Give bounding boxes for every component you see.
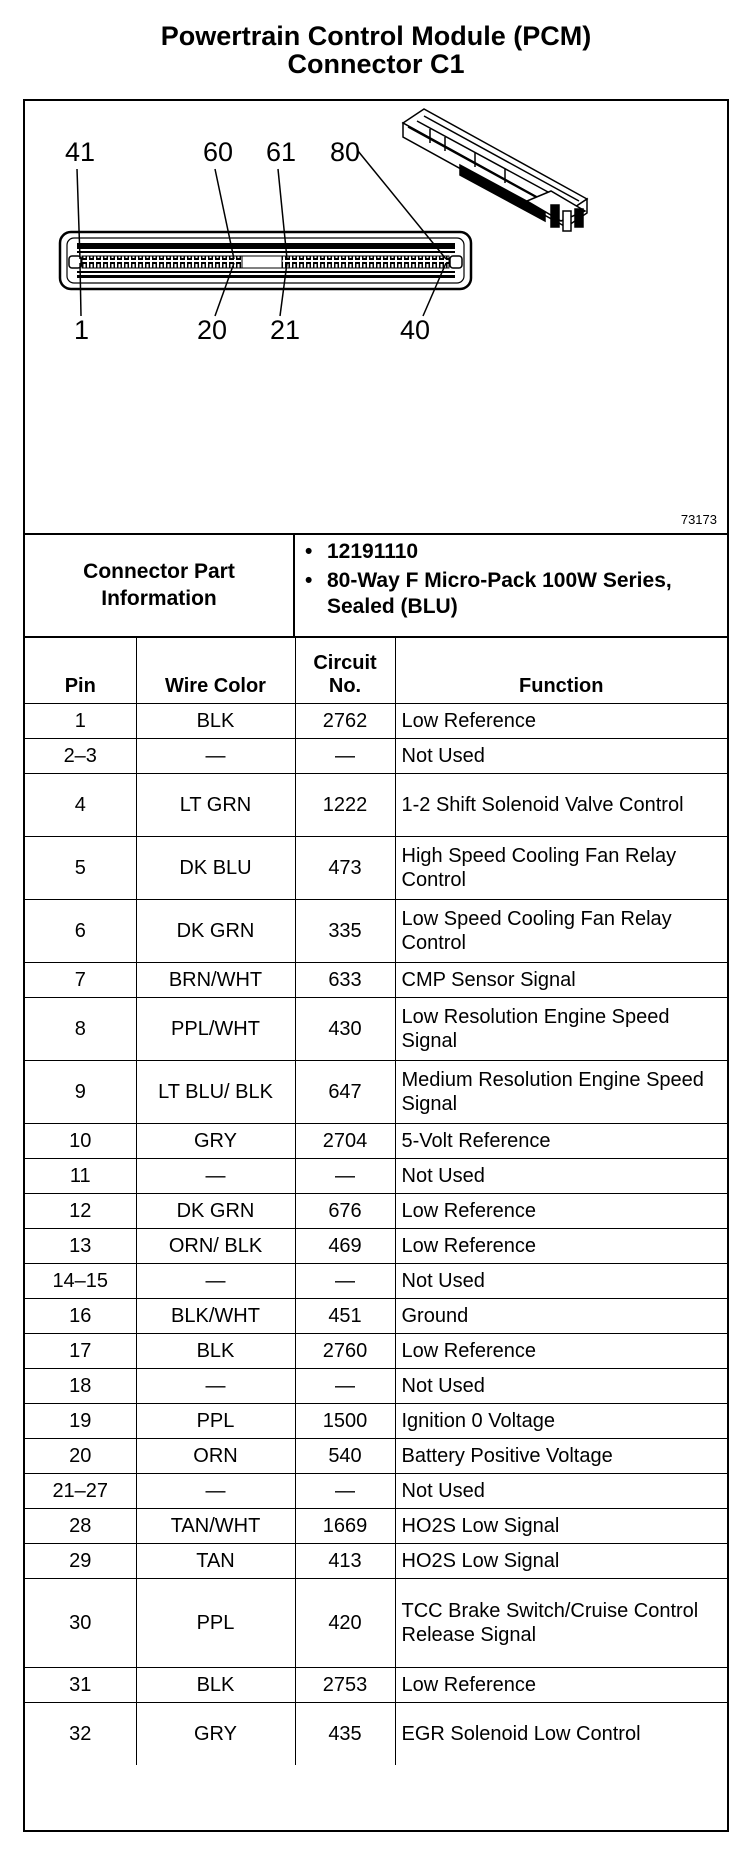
cell-function: 1-2 Shift Solenoid Valve Control [395,774,727,837]
cell-wire-color: — [136,1264,295,1299]
cell-circuit: 1669 [295,1509,395,1544]
table-row [25,1509,727,1544]
connector-body [60,232,471,289]
cell-function: Not Used [395,1159,727,1194]
cell-function: Medium Resolution Engine Speed Signal [395,1061,727,1124]
cell-pin: 6 [25,900,136,963]
pin-label-41: 41 [65,137,96,167]
cell-circuit: 633 [295,963,395,998]
connector-part-info [25,533,727,638]
cell-function: Low Reference [395,1229,727,1264]
cell-wire-color: TAN/WHT [136,1509,295,1544]
table-row [25,1159,727,1194]
cell-function: Low Reference [395,1668,727,1703]
title-line-1: Powertrain Control Module (PCM) [160,21,592,51]
table-row [25,1544,727,1579]
bullet-icon: • [305,569,313,592]
table-row [25,1334,727,1369]
col-header-pin: Pin [25,636,136,704]
table-row [25,837,727,900]
cell-function: High Speed Cooling Fan Relay Control [395,837,727,900]
figure-number: 73173 [680,512,717,527]
cell-wire-color: PPL [136,1404,295,1439]
cell-circuit: 473 [295,837,395,900]
cell-wire-color: BLK [136,1668,295,1703]
cell-wire-color: BLK [136,704,295,739]
cell-pin: 30 [25,1579,136,1668]
cell-pin: 14–15 [25,1264,136,1299]
cell-wire-color: PPL [136,1579,295,1668]
cell-circuit: 335 [295,900,395,963]
table-row [25,1703,727,1766]
cell-circuit: 676 [295,1194,395,1229]
table-row [25,1668,727,1703]
cell-pin: 19 [25,1404,136,1439]
cell-wire-color: BLK [136,1334,295,1369]
cell-wire-color: DK GRN [136,1194,295,1229]
table-row [25,1439,727,1474]
cell-wire-color: LT GRN [136,774,295,837]
cell-function: Low Reference [395,1194,727,1229]
pin-label-20: 20 [197,315,228,345]
col-header-wire-color: Wire Color [136,636,295,704]
pin-label-61: 61 [266,137,297,167]
cell-pin: 9 [25,1061,136,1124]
connector-drawing [25,101,727,533]
cell-wire-color: PPL/WHT [136,998,295,1061]
cell-pin: 29 [25,1544,136,1579]
cell-pin: 18 [25,1369,136,1404]
cell-circuit: 430 [295,998,395,1061]
table-row [25,739,727,774]
cell-wire-color: DK GRN [136,900,295,963]
table-row [25,998,727,1061]
pin-label-60: 60 [203,137,234,167]
table-row [25,1404,727,1439]
table-row [25,1579,727,1668]
cell-circuit: 420 [295,1579,395,1668]
connector-info-list [297,539,722,623]
cell-circuit: — [295,1159,395,1194]
title-line-2: Connector C1 [287,49,465,79]
cell-function: EGR Solenoid Low Control [395,1703,727,1766]
col-header-circuit: Circuit No. [295,636,395,704]
cell-wire-color: — [136,1369,295,1404]
cell-pin: 31 [25,1668,136,1703]
cell-function: Low Reference [395,1334,727,1369]
cell-function: TCC Brake Switch/Cruise Control Release Signal [395,1579,727,1668]
pin-label-80: 80 [330,137,361,167]
table-row [25,1124,727,1159]
table-row [25,1369,727,1404]
connector-iso-view [403,109,587,231]
cell-wire-color: BLK/WHT [136,1299,295,1334]
cell-function: HO2S Low Signal [395,1509,727,1544]
connector-info-label: Connector Part Information [25,533,295,636]
cell-wire-color: BRN/WHT [136,963,295,998]
cell-circuit: 1222 [295,774,395,837]
table-row [25,1264,727,1299]
connector-frame [23,99,729,1832]
cell-wire-color: GRY [136,1124,295,1159]
pin-label-1: 1 [74,315,90,345]
cell-function: Ground [395,1299,727,1334]
cell-pin: 11 [25,1159,136,1194]
cell-circuit: 469 [295,1229,395,1264]
table-row [25,1229,727,1264]
table-row [25,774,727,837]
cell-wire-color: GRY [136,1703,295,1766]
cell-circuit: 540 [295,1439,395,1474]
cell-circuit: 413 [295,1544,395,1579]
cell-circuit: 2704 [295,1124,395,1159]
cell-function: Not Used [395,1264,727,1299]
cell-wire-color: — [136,739,295,774]
table-row [25,1299,727,1334]
cell-function: Battery Positive Voltage [395,1439,727,1474]
pin-label-40: 40 [400,315,431,345]
col-header-function: Function [395,636,727,704]
cell-circuit: — [295,1264,395,1299]
pinout-table [25,636,727,1765]
cell-function: Ignition 0 Voltage [395,1404,727,1439]
info-item [297,568,722,620]
cell-pin: 20 [25,1439,136,1474]
cell-function: Low Resolution Engine Speed Signal [395,998,727,1061]
cell-pin: 12 [25,1194,136,1229]
connector-diagram [25,101,727,535]
cell-pin: 10 [25,1124,136,1159]
cell-pin: 4 [25,774,136,837]
table-row [25,963,727,998]
cell-circuit: 435 [295,1703,395,1766]
info-item-text: 80-Way F Micro-Pack 100W Series, Sealed (BLU) [327,569,672,618]
cell-wire-color: — [136,1159,295,1194]
table-row [25,1061,727,1124]
cell-circuit: — [295,1369,395,1404]
cell-pin: 16 [25,1299,136,1334]
cell-wire-color: — [136,1474,295,1509]
cell-pin: 8 [25,998,136,1061]
bullet-icon: • [305,540,313,563]
pin-label-21: 21 [270,315,301,345]
cell-circuit: — [295,1474,395,1509]
cell-pin: 5 [25,837,136,900]
cell-circuit: 2762 [295,704,395,739]
cell-wire-color: ORN/ BLK [136,1229,295,1264]
info-item [297,539,722,565]
cell-pin: 2–3 [25,739,136,774]
table-row [25,1474,727,1509]
cell-wire-color: ORN [136,1439,295,1474]
cell-wire-color: LT BLU/ BLK [136,1061,295,1124]
cell-function: Not Used [395,739,727,774]
cell-function: Low Speed Cooling Fan Relay Control [395,900,727,963]
cell-function: Low Reference [395,704,727,739]
cell-pin: 28 [25,1509,136,1544]
cell-circuit: 2753 [295,1668,395,1703]
cell-function: CMP Sensor Signal [395,963,727,998]
cell-pin: 13 [25,1229,136,1264]
page-title [22,22,730,78]
table-row [25,704,727,739]
table-row [25,900,727,963]
cell-function: HO2S Low Signal [395,1544,727,1579]
cell-function: 5-Volt Reference [395,1124,727,1159]
cell-pin: 21–27 [25,1474,136,1509]
cell-circuit: 451 [295,1299,395,1334]
cell-pin: 1 [25,704,136,739]
cell-circuit: 2760 [295,1334,395,1369]
cell-pin: 32 [25,1703,136,1766]
table-header-row [25,636,727,704]
cell-wire-color: DK BLU [136,837,295,900]
cell-function: Not Used [395,1474,727,1509]
cell-function: Not Used [395,1369,727,1404]
cell-circuit: 1500 [295,1404,395,1439]
cell-wire-color: TAN [136,1544,295,1579]
cell-pin: 7 [25,963,136,998]
table-row [25,1194,727,1229]
cell-circuit: 647 [295,1061,395,1124]
cell-pin: 17 [25,1334,136,1369]
cell-circuit: — [295,739,395,774]
info-item-text: 12191110 [327,540,419,563]
